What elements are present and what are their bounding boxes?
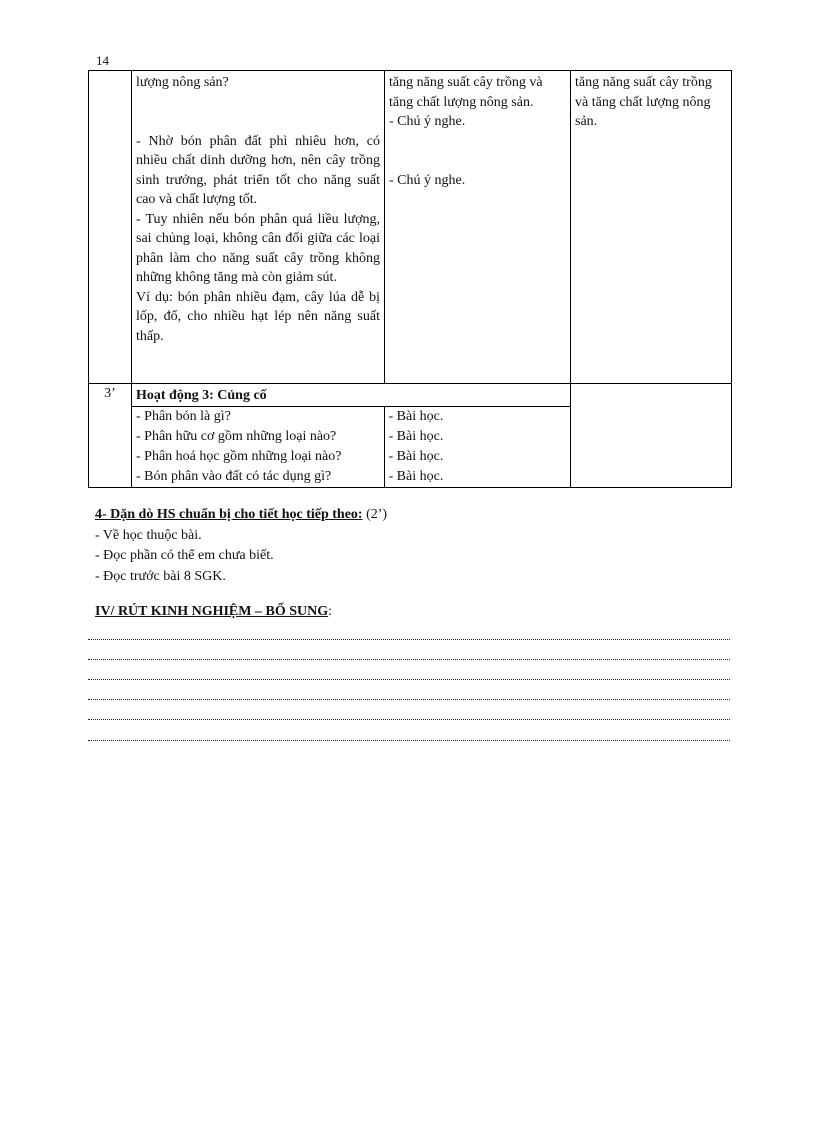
question: - Phân hữu cơ gồm những loại nào? bbox=[132, 427, 384, 447]
answer: - Bài học. bbox=[388, 428, 444, 444]
list-item bbox=[132, 447, 570, 467]
writing-line bbox=[88, 679, 730, 680]
writing-line bbox=[88, 719, 730, 720]
question: - Phân bón là gì? bbox=[132, 407, 384, 427]
student-activity-cell bbox=[385, 71, 571, 384]
content-cell-empty bbox=[571, 384, 732, 488]
content-cell bbox=[571, 71, 732, 384]
homework-title: 4- Dặn dò HS chuẩn bị cho tiết học tiếp theo: bbox=[95, 507, 363, 522]
teacher-activity-cell bbox=[132, 71, 385, 384]
writing-line bbox=[88, 659, 730, 660]
table-row bbox=[89, 71, 732, 384]
writing-line bbox=[88, 740, 730, 741]
teacher-paragraph: - Tuy nhiên nếu bón phân quá liều lượng, sai chủng loại, không cân đối giữa các loại phân làm cho năng suất cây trồng không những không tăng mà còn giảm sút. bbox=[136, 211, 380, 285]
teacher-line: lượng nông sản? bbox=[136, 75, 229, 90]
time-cell: 3’ bbox=[89, 384, 132, 488]
review-section bbox=[95, 602, 332, 623]
writing-line bbox=[88, 639, 730, 640]
page-number: 14 bbox=[96, 53, 109, 68]
activity-title: Hoạt động 3: Củng cố bbox=[132, 384, 570, 407]
lesson-table bbox=[88, 70, 732, 488]
homework-duration: (2’) bbox=[366, 507, 388, 522]
review-questions bbox=[132, 407, 570, 487]
homework-section bbox=[95, 505, 387, 587]
list-item bbox=[132, 467, 570, 487]
content-line: tăng năng suất cây trồng và tăng chất lượng nông sản. bbox=[575, 75, 712, 129]
teacher-paragraph: - Nhờ bón phân đất phì nhiêu hơn, có nhiều chất dinh dưỡng hơn, nên cây trồng sinh trưởng, phát triển tốt cho năng suất cao và chất lượng tốt. bbox=[136, 133, 380, 207]
activity-cell bbox=[132, 384, 571, 488]
student-line: tăng năng suất cây trồng và tăng chất lượng nông sản. bbox=[389, 75, 543, 110]
question: - Bón phân vào đất có tác dụng gì? bbox=[132, 467, 384, 487]
writing-line bbox=[88, 699, 730, 700]
homework-item: - Đọc trước bài 8 SGK. bbox=[95, 568, 226, 584]
student-line: - Chú ý nghe. bbox=[389, 114, 466, 129]
homework-item: - Về học thuộc bài. bbox=[95, 527, 202, 543]
question: - Phân hoá học gồm những loại nào? bbox=[132, 447, 384, 467]
answer: - Bài học. bbox=[388, 448, 444, 464]
time-cell-empty bbox=[89, 71, 132, 384]
list-item bbox=[132, 407, 570, 427]
teacher-paragraph: Ví dụ: bón phân nhiều đạm, cây lúa dễ bị lốp, đổ, cho nhiều hạt lép nên năng suất thấp. bbox=[136, 289, 380, 344]
list-item bbox=[132, 427, 570, 447]
review-colon: : bbox=[328, 604, 332, 619]
student-line: - Chú ý nghe. bbox=[389, 172, 466, 188]
table-row bbox=[89, 384, 732, 488]
answer: - Bài học. bbox=[388, 468, 444, 484]
answer: - Bài học. bbox=[388, 408, 444, 424]
review-title: IV/ RÚT KINH NGHIỆM – BỔ SUNG bbox=[95, 604, 329, 619]
homework-item: - Đọc phần có thể em chưa biết. bbox=[95, 548, 274, 563]
